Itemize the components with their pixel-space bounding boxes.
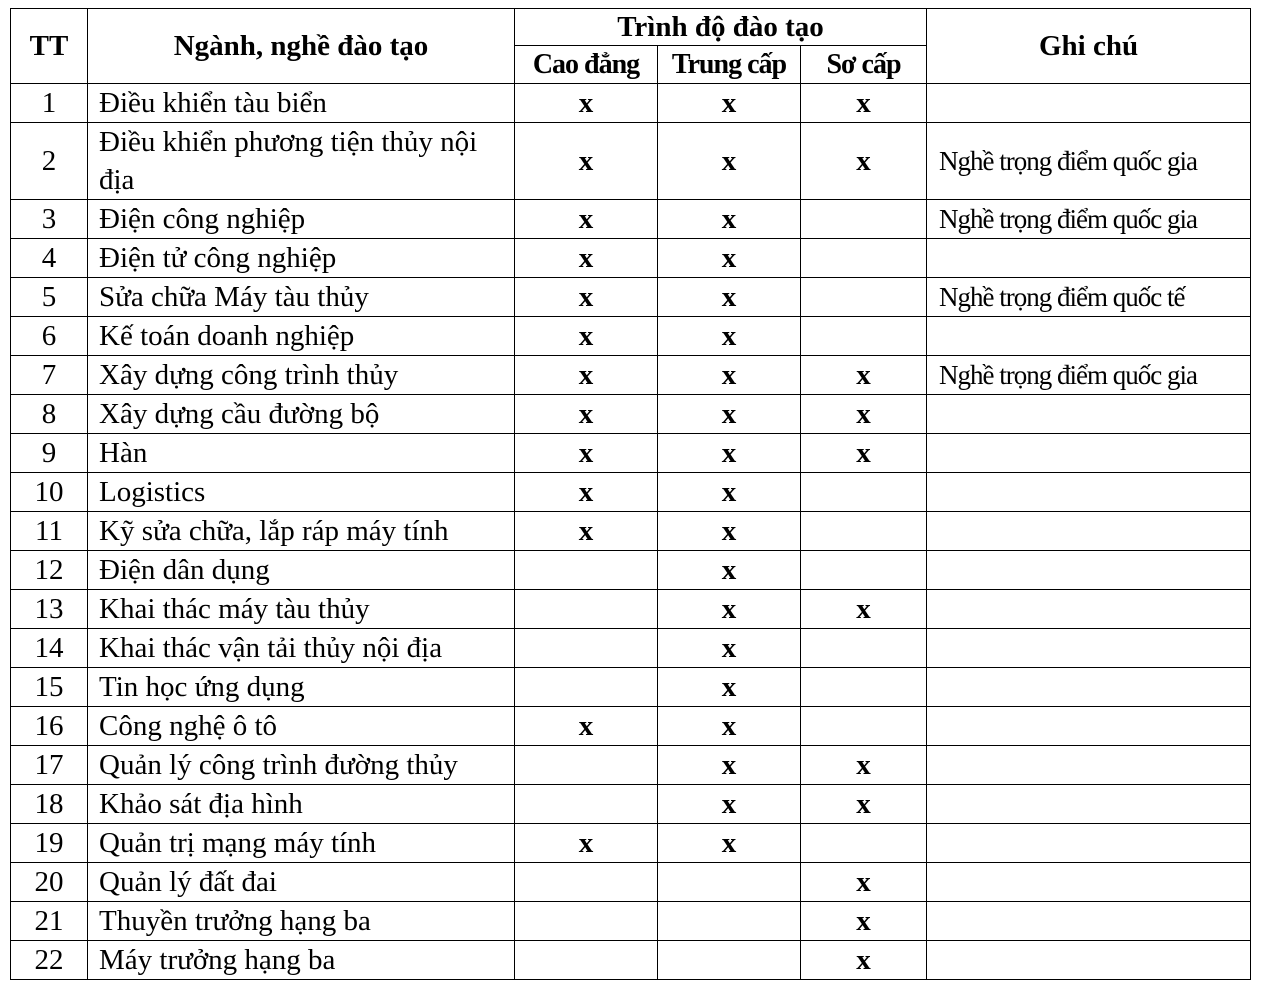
cell-note bbox=[927, 239, 1251, 278]
cell-note bbox=[927, 941, 1251, 980]
cell-trung-cap-mark bbox=[658, 902, 801, 941]
cell-cao-dang-mark: x bbox=[515, 356, 658, 395]
cell-trung-cap-mark: x bbox=[658, 239, 801, 278]
table-row bbox=[11, 123, 1251, 200]
cell-note bbox=[927, 902, 1251, 941]
cell-program-name: Khảo sát địa hình bbox=[88, 785, 515, 824]
cell-trung-cap-mark: x bbox=[658, 824, 801, 863]
cell-so-cap-mark: x bbox=[801, 84, 927, 123]
cell-cao-dang-mark: x bbox=[515, 123, 658, 200]
cell-note bbox=[927, 473, 1251, 512]
cell-note bbox=[927, 590, 1251, 629]
cell-note bbox=[927, 785, 1251, 824]
cell-so-cap-mark: x bbox=[801, 746, 927, 785]
cell-tt: 19 bbox=[11, 824, 88, 863]
cell-program-name: Quản lý đất đai bbox=[88, 863, 515, 902]
table-row bbox=[11, 512, 1251, 551]
cell-cao-dang-mark bbox=[515, 551, 658, 590]
cell-program-name: Quản trị mạng máy tính bbox=[88, 824, 515, 863]
column-header-so-cap: Sơ cấp bbox=[801, 46, 927, 84]
cell-cao-dang-mark: x bbox=[515, 278, 658, 317]
cell-tt: 1 bbox=[11, 84, 88, 123]
column-header-program: Ngành, nghề đào tạo bbox=[88, 9, 515, 84]
cell-program-name: Tin học ứng dụng bbox=[88, 668, 515, 707]
cell-tt: 13 bbox=[11, 590, 88, 629]
cell-trung-cap-mark: x bbox=[658, 356, 801, 395]
cell-program-name: Công nghệ ô tô bbox=[88, 707, 515, 746]
cell-cao-dang-mark bbox=[515, 863, 658, 902]
table-row bbox=[11, 317, 1251, 356]
training-programs-table bbox=[10, 8, 1251, 980]
table-row bbox=[11, 590, 1251, 629]
cell-trung-cap-mark: x bbox=[658, 317, 801, 356]
cell-note bbox=[927, 707, 1251, 746]
cell-program-name: Khai thác vận tải thủy nội địa bbox=[88, 629, 515, 668]
cell-so-cap-mark bbox=[801, 707, 927, 746]
cell-trung-cap-mark: x bbox=[658, 200, 801, 239]
cell-so-cap-mark bbox=[801, 200, 927, 239]
cell-note: Nghề trọng điểm quốc gia bbox=[927, 200, 1251, 239]
header-row-1 bbox=[11, 9, 1251, 46]
cell-cao-dang-mark: x bbox=[515, 395, 658, 434]
cell-cao-dang-mark: x bbox=[515, 512, 658, 551]
cell-cao-dang-mark: x bbox=[515, 84, 658, 123]
cell-program-name: Điện dân dụng bbox=[88, 551, 515, 590]
cell-program-name: Điện công nghiệp bbox=[88, 200, 515, 239]
cell-tt: 2 bbox=[11, 123, 88, 200]
cell-so-cap-mark: x bbox=[801, 395, 927, 434]
cell-trung-cap-mark: x bbox=[658, 395, 801, 434]
table-header bbox=[11, 9, 1251, 84]
cell-tt: 22 bbox=[11, 941, 88, 980]
cell-note bbox=[927, 746, 1251, 785]
cell-so-cap-mark bbox=[801, 629, 927, 668]
cell-program-name: Điện tử công nghiệp bbox=[88, 239, 515, 278]
cell-trung-cap-mark: x bbox=[658, 551, 801, 590]
table-body bbox=[11, 84, 1251, 980]
cell-tt: 16 bbox=[11, 707, 88, 746]
cell-note bbox=[927, 629, 1251, 668]
cell-so-cap-mark bbox=[801, 551, 927, 590]
cell-trung-cap-mark: x bbox=[658, 84, 801, 123]
cell-trung-cap-mark: x bbox=[658, 785, 801, 824]
cell-tt: 10 bbox=[11, 473, 88, 512]
cell-so-cap-mark: x bbox=[801, 863, 927, 902]
table-row bbox=[11, 824, 1251, 863]
cell-trung-cap-mark: x bbox=[658, 707, 801, 746]
table-row bbox=[11, 941, 1251, 980]
cell-note bbox=[927, 668, 1251, 707]
cell-cao-dang-mark: x bbox=[515, 473, 658, 512]
cell-trung-cap-mark: x bbox=[658, 512, 801, 551]
cell-trung-cap-mark: x bbox=[658, 123, 801, 200]
cell-so-cap-mark bbox=[801, 278, 927, 317]
table-row bbox=[11, 746, 1251, 785]
cell-tt: 4 bbox=[11, 239, 88, 278]
cell-tt: 12 bbox=[11, 551, 88, 590]
table-row bbox=[11, 356, 1251, 395]
cell-cao-dang-mark: x bbox=[515, 200, 658, 239]
cell-program-name: Xây dựng công trình thủy bbox=[88, 356, 515, 395]
cell-program-name: Khai thác máy tàu thủy bbox=[88, 590, 515, 629]
cell-cao-dang-mark bbox=[515, 746, 658, 785]
cell-so-cap-mark: x bbox=[801, 123, 927, 200]
cell-note: Nghề trọng điểm quốc gia bbox=[927, 123, 1251, 200]
cell-trung-cap-mark: x bbox=[658, 473, 801, 512]
cell-note: Nghề trọng điểm quốc gia bbox=[927, 356, 1251, 395]
cell-trung-cap-mark: x bbox=[658, 629, 801, 668]
cell-tt: 17 bbox=[11, 746, 88, 785]
cell-cao-dang-mark bbox=[515, 590, 658, 629]
cell-tt: 6 bbox=[11, 317, 88, 356]
cell-cao-dang-mark: x bbox=[515, 434, 658, 473]
cell-cao-dang-mark: x bbox=[515, 317, 658, 356]
table-row bbox=[11, 551, 1251, 590]
cell-program-name: Máy trưởng hạng ba bbox=[88, 941, 515, 980]
cell-so-cap-mark: x bbox=[801, 902, 927, 941]
cell-program-name: Kỹ sửa chữa, lắp ráp máy tính bbox=[88, 512, 515, 551]
cell-so-cap-mark: x bbox=[801, 785, 927, 824]
cell-tt: 3 bbox=[11, 200, 88, 239]
table-row bbox=[11, 239, 1251, 278]
cell-so-cap-mark bbox=[801, 512, 927, 551]
cell-so-cap-mark: x bbox=[801, 590, 927, 629]
cell-note bbox=[927, 434, 1251, 473]
table-row bbox=[11, 278, 1251, 317]
cell-program-name: Kế toán doanh nghiệp bbox=[88, 317, 515, 356]
cell-program-name: Xây dựng cầu đường bộ bbox=[88, 395, 515, 434]
cell-trung-cap-mark: x bbox=[658, 434, 801, 473]
cell-so-cap-mark bbox=[801, 473, 927, 512]
cell-program-name: Điều khiển tàu biển bbox=[88, 84, 515, 123]
cell-tt: 14 bbox=[11, 629, 88, 668]
cell-note bbox=[927, 824, 1251, 863]
cell-note bbox=[927, 317, 1251, 356]
cell-note bbox=[927, 551, 1251, 590]
cell-tt: 5 bbox=[11, 278, 88, 317]
cell-note bbox=[927, 863, 1251, 902]
table-row bbox=[11, 200, 1251, 239]
table-row bbox=[11, 902, 1251, 941]
cell-cao-dang-mark bbox=[515, 902, 658, 941]
cell-tt: 20 bbox=[11, 863, 88, 902]
table-row bbox=[11, 707, 1251, 746]
cell-so-cap-mark bbox=[801, 824, 927, 863]
cell-trung-cap-mark: x bbox=[658, 746, 801, 785]
column-header-cao-dang: Cao đẳng bbox=[515, 46, 658, 84]
table-row bbox=[11, 668, 1251, 707]
cell-tt: 21 bbox=[11, 902, 88, 941]
cell-trung-cap-mark: x bbox=[658, 278, 801, 317]
cell-tt: 11 bbox=[11, 512, 88, 551]
cell-so-cap-mark: x bbox=[801, 356, 927, 395]
table-row bbox=[11, 434, 1251, 473]
cell-program-name: Điều khiển phương tiện thủy nội địa bbox=[88, 123, 515, 200]
cell-tt: 8 bbox=[11, 395, 88, 434]
cell-trung-cap-mark: x bbox=[658, 590, 801, 629]
cell-note bbox=[927, 512, 1251, 551]
cell-cao-dang-mark: x bbox=[515, 707, 658, 746]
cell-tt: 18 bbox=[11, 785, 88, 824]
cell-so-cap-mark: x bbox=[801, 941, 927, 980]
table-row bbox=[11, 84, 1251, 123]
cell-tt: 7 bbox=[11, 356, 88, 395]
cell-note: Nghề trọng điểm quốc tế bbox=[927, 278, 1251, 317]
cell-program-name: Quản lý công trình đường thủy bbox=[88, 746, 515, 785]
table-row bbox=[11, 863, 1251, 902]
cell-tt: 9 bbox=[11, 434, 88, 473]
cell-so-cap-mark bbox=[801, 239, 927, 278]
cell-program-name: Sửa chữa Máy tàu thủy bbox=[88, 278, 515, 317]
cell-trung-cap-mark: x bbox=[658, 668, 801, 707]
cell-program-name: Logistics bbox=[88, 473, 515, 512]
table-row bbox=[11, 785, 1251, 824]
cell-cao-dang-mark: x bbox=[515, 239, 658, 278]
column-header-level-group: Trình độ đào tạo bbox=[515, 9, 927, 46]
cell-cao-dang-mark bbox=[515, 941, 658, 980]
table-row bbox=[11, 395, 1251, 434]
cell-program-name: Hàn bbox=[88, 434, 515, 473]
table-row bbox=[11, 473, 1251, 512]
cell-cao-dang-mark bbox=[515, 629, 658, 668]
table-row bbox=[11, 629, 1251, 668]
cell-so-cap-mark bbox=[801, 668, 927, 707]
cell-cao-dang-mark bbox=[515, 785, 658, 824]
cell-cao-dang-mark bbox=[515, 668, 658, 707]
cell-note bbox=[927, 84, 1251, 123]
column-header-notes: Ghi chú bbox=[927, 9, 1251, 84]
cell-so-cap-mark: x bbox=[801, 434, 927, 473]
cell-cao-dang-mark: x bbox=[515, 824, 658, 863]
column-header-tt: TT bbox=[11, 9, 88, 84]
column-header-trung-cap: Trung cấp bbox=[658, 46, 801, 84]
cell-so-cap-mark bbox=[801, 317, 927, 356]
cell-trung-cap-mark bbox=[658, 941, 801, 980]
cell-program-name: Thuyền trưởng hạng ba bbox=[88, 902, 515, 941]
cell-tt: 15 bbox=[11, 668, 88, 707]
cell-trung-cap-mark bbox=[658, 863, 801, 902]
cell-note bbox=[927, 395, 1251, 434]
